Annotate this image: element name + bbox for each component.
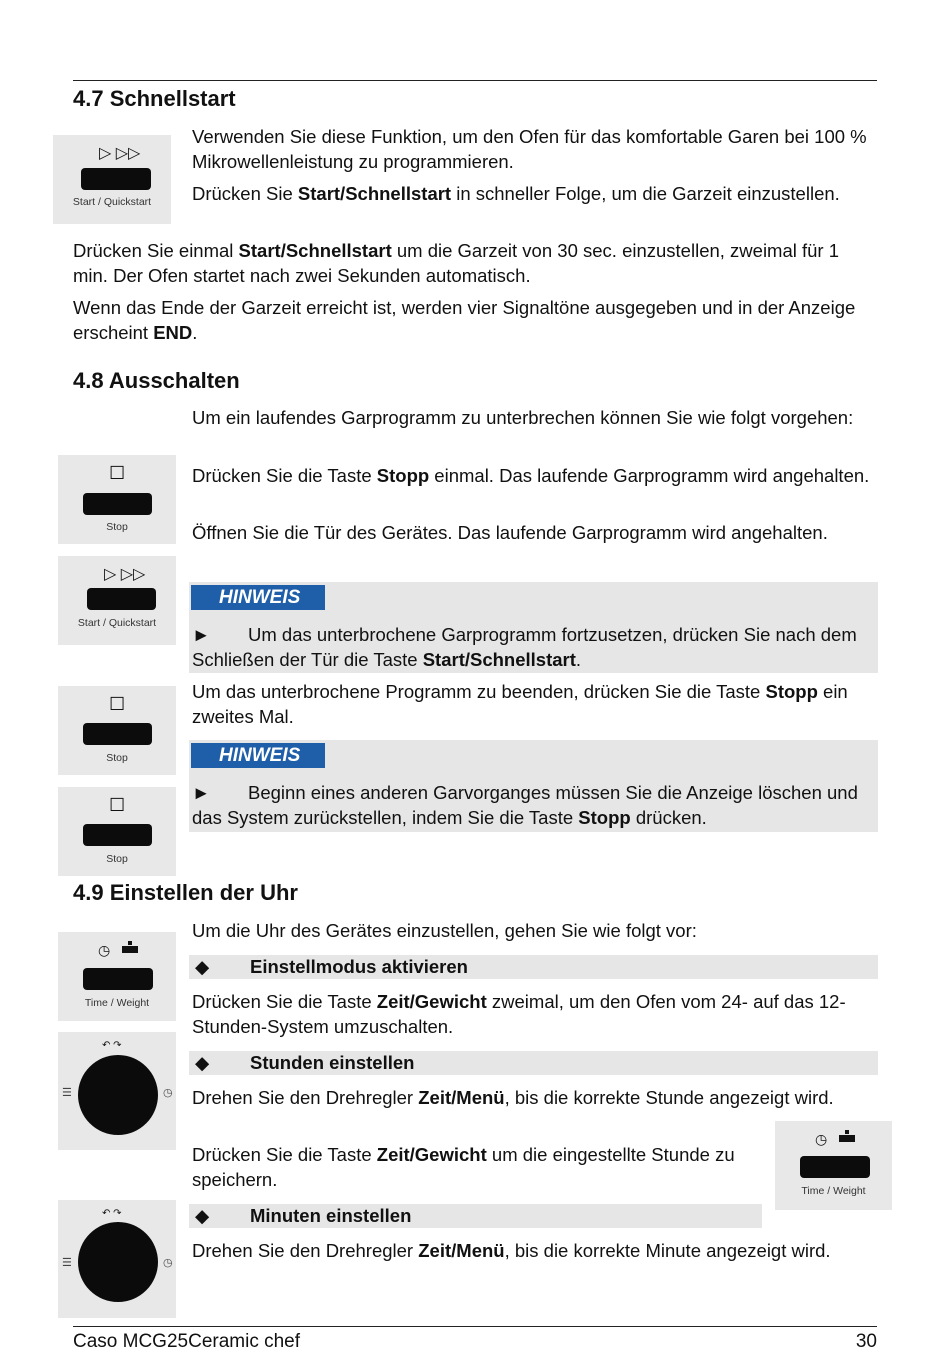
stop-key xyxy=(83,493,152,515)
step-title: Stunden einstellen xyxy=(250,1052,415,1073)
hinweis-text: ► Um das unterbrochene Garprogramm fortzusetzen, drücken Sie nach dem Schließen der Tür die Taste Start/Schnellstart. xyxy=(192,624,857,670)
section-title-4-7: 4.7 Schnellstart xyxy=(73,86,236,111)
key-label: Stop xyxy=(106,853,128,865)
time-menu-dial xyxy=(78,1222,158,1302)
weight-icon xyxy=(839,1130,855,1142)
paragraph: Drücken Sie Start/Schnellstart in schneller Folge, um die Garzeit einzustellen. xyxy=(192,183,840,204)
stop-key-panel xyxy=(58,787,176,876)
page-number: 30 xyxy=(855,1331,877,1352)
key-label: Stop xyxy=(106,521,128,533)
hinweis-label: HINWEIS xyxy=(191,585,325,610)
paragraph: Drücken Sie die Taste Zeit/Gewicht zweimal, um den Ofen vom 24- auf das 12-Stunden-System umzuschalten. xyxy=(192,991,846,1037)
section-title-4-8: 4.8 Ausschalten xyxy=(73,368,240,393)
weight-icon xyxy=(122,941,138,953)
paragraph: Drücken Sie die Taste Stopp einmal. Das laufende Garprogramm wird angehalten. xyxy=(192,465,870,486)
arrow-icon: ► xyxy=(192,782,211,803)
key-label: Stop xyxy=(106,752,128,764)
hinweis-label: HINWEIS xyxy=(191,743,325,768)
paragraph: Drehen Sie den Drehregler Zeit/Menü, bis die korrekte Minute angezeigt wird. xyxy=(192,1240,831,1261)
step-bar xyxy=(189,955,878,979)
step-bar xyxy=(189,1051,878,1075)
time-weight-key-panel xyxy=(775,1121,892,1210)
key-label: Time / Weight xyxy=(801,1185,866,1197)
step-title: Minuten einstellen xyxy=(250,1205,412,1226)
play-icon: ▷ ▷▷ xyxy=(104,566,146,583)
stop-icon: ☐ xyxy=(109,694,126,714)
stop-icon: ☐ xyxy=(109,795,126,815)
paragraph: Drehen Sie den Drehregler Zeit/Menü, bis die korrekte Stunde angezeigt wird. xyxy=(192,1087,834,1108)
step-bar xyxy=(189,1204,762,1228)
footer-title: Caso MCG25Ceramic chef xyxy=(73,1331,301,1352)
time-weight-key xyxy=(800,1156,870,1178)
menu-icon: ☰ xyxy=(62,1257,72,1269)
paragraph: Verwenden Sie diese Funktion, um den Ofen für das komfortable Garen bei 100 % Mikrowellenleistung zu programmieren. xyxy=(192,126,867,172)
start-quickstart-key-panel xyxy=(53,135,171,224)
stop-key-panel xyxy=(58,686,176,775)
clock-icon: ◷ xyxy=(98,942,111,958)
dial-panel xyxy=(58,1032,176,1150)
paragraph: Wenn das Ende der Garzeit erreicht ist, werden vier Signaltöne ausgegeben und in der Anzeige erscheint END. xyxy=(73,297,856,343)
hinweis-text: ► Beginn eines anderen Garvorganges müssen Sie die Anzeige löschen und das System zurückstellen, indem Sie die Taste Stopp drücken. xyxy=(192,782,858,828)
paragraph: Um die Uhr des Gerätes einzustellen, gehen Sie wie folgt vor: xyxy=(192,920,697,941)
diamond-icon: ◆ xyxy=(195,1052,210,1073)
rotate-arrows-icon: ↶ ↷ xyxy=(102,1208,122,1219)
start-quickstart-key xyxy=(81,168,151,190)
step-title: Einstellmodus aktivieren xyxy=(250,956,468,977)
diamond-icon: ◆ xyxy=(195,1205,210,1226)
time-weight-key-panel xyxy=(58,932,176,1021)
start-quickstart-key xyxy=(87,588,156,610)
start-quickstart-key-panel xyxy=(58,556,176,645)
paragraph: Um das unterbrochene Programm zu beenden, drücken Sie die Taste Stopp ein zweites Mal. xyxy=(192,681,848,727)
paragraph: Drücken Sie einmal Start/Schnellstart um die Garzeit von 30 sec. einzustellen, zweimal für 1 min. Der Ofen startet nach zwei Sekunden automatisch. xyxy=(73,240,840,286)
top-rule xyxy=(73,80,877,81)
stop-icon: ☐ xyxy=(109,463,126,483)
stop-key xyxy=(83,723,152,745)
play-icon: ▷ ▷▷ xyxy=(99,145,141,162)
time-weight-key xyxy=(83,968,153,990)
clock-icon: ◷ xyxy=(815,1131,828,1147)
clock-icon: ◷ xyxy=(163,1257,173,1269)
section-title-4-9: 4.9 Einstellen der Uhr xyxy=(73,880,298,905)
key-label: Start / Quickstart xyxy=(77,617,157,629)
dial-panel xyxy=(58,1200,176,1318)
stop-key-panel xyxy=(58,455,176,544)
paragraph: Um ein laufendes Garprogramm zu unterbrechen können Sie wie folgt vorgehen: xyxy=(192,407,854,428)
paragraph: Öffnen Sie die Tür des Gerätes. Das laufende Garprogramm wird angehalten. xyxy=(192,522,828,543)
hinweis-box xyxy=(189,582,878,673)
rotate-arrows-icon: ↶ ↷ xyxy=(102,1040,122,1051)
menu-icon: ☰ xyxy=(62,1087,72,1099)
key-label: Time / Weight xyxy=(84,997,150,1009)
key-label: Start / Quickstart xyxy=(72,196,152,208)
hinweis-box xyxy=(189,740,878,832)
arrow-icon: ► xyxy=(192,624,211,645)
stop-key xyxy=(83,824,152,846)
clock-icon: ◷ xyxy=(163,1087,173,1099)
diamond-icon: ◆ xyxy=(195,956,210,977)
footer-rule xyxy=(73,1326,877,1327)
paragraph: Drücken Sie die Taste Zeit/Gewicht um die eingestellte Stunde zu speichern. xyxy=(192,1144,735,1190)
time-menu-dial xyxy=(78,1055,158,1135)
